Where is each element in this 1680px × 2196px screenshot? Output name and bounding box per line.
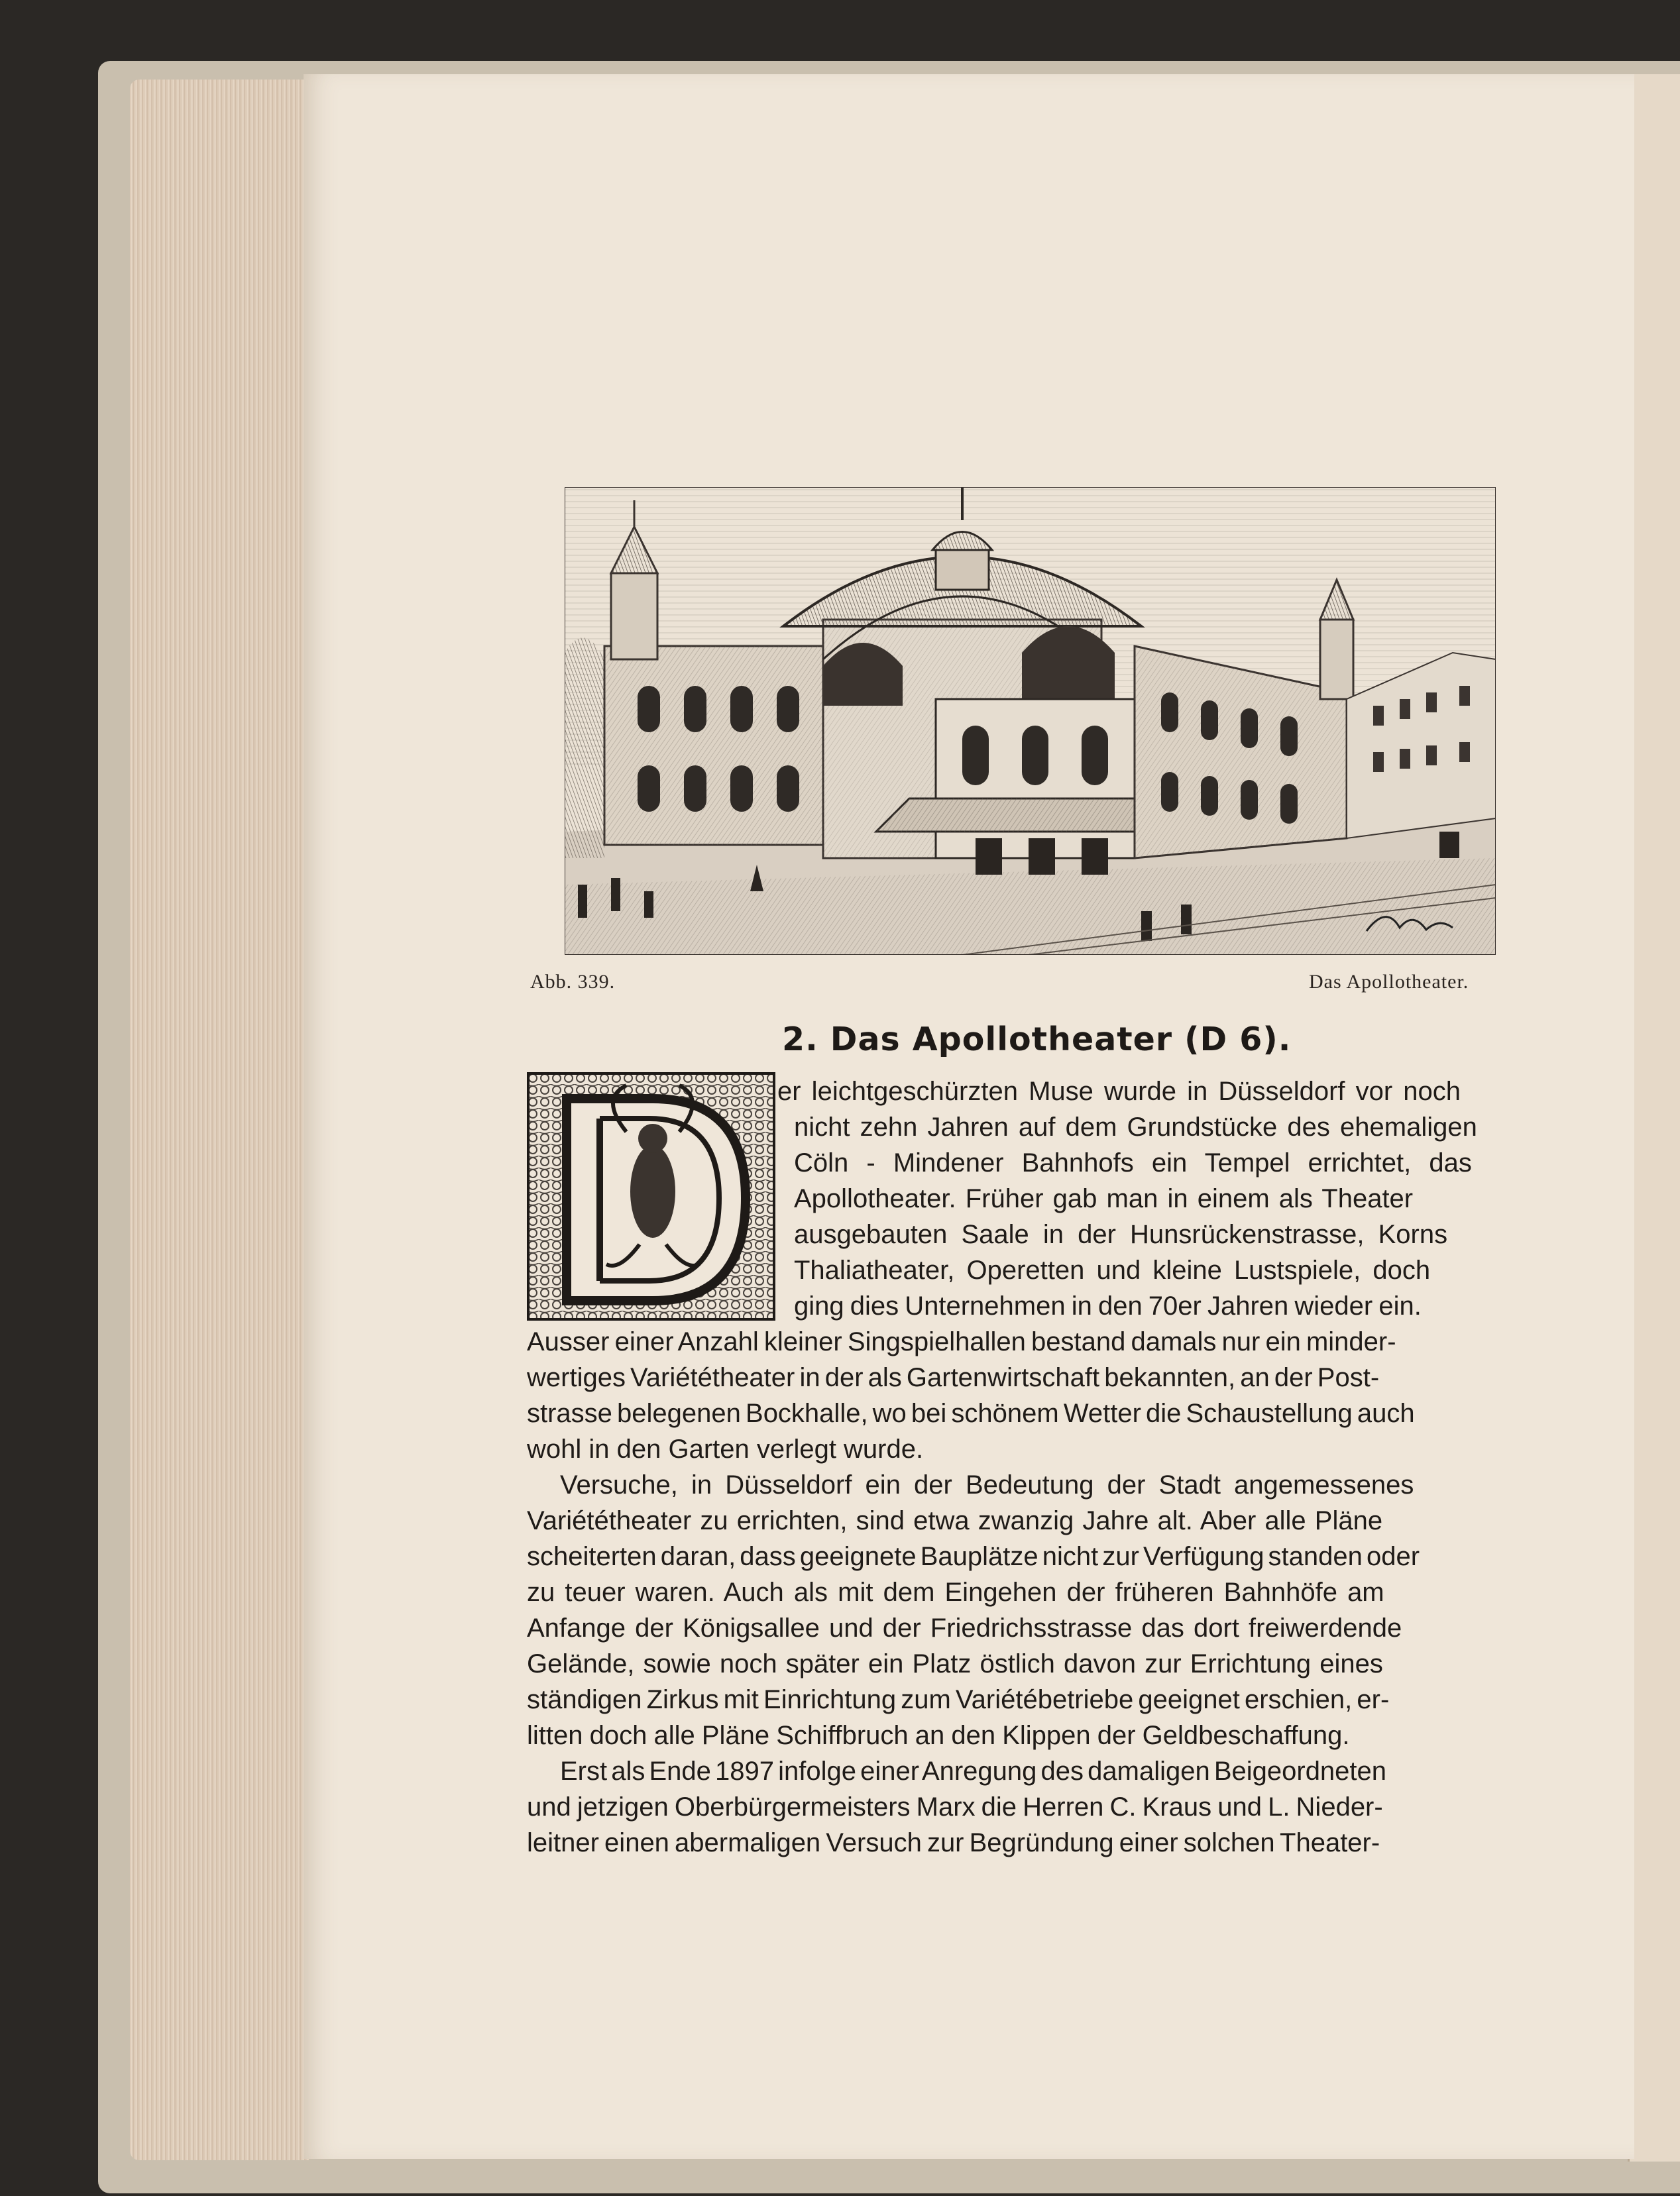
page-edges xyxy=(130,80,309,2160)
text-line: wertiges Variététheater in der als Gartenwirtschaft bekannten, an der Post- xyxy=(527,1363,1380,1392)
figure-caption: Das Apollotheater. xyxy=(1309,971,1469,993)
figure-number: Abb. 339. xyxy=(530,971,616,993)
text-line: Cöln - Mindener Bahnhofs ein Tempel errichtet, das xyxy=(794,1148,1472,1178)
text-line: Variététheater zu errichten, sind etwa zwanzig Jahre alt. Aber alle Pläne xyxy=(527,1506,1383,1535)
text-line: strasse belegenen Bockhalle, wo bei schönem Wetter die Schaustellung auch xyxy=(527,1399,1415,1428)
text-line: litten doch alle Pläne Schiffbruch an den Klippen der Geldbeschaffung. xyxy=(527,1721,1350,1750)
decorative-initial-d xyxy=(527,1072,775,1321)
apollotheater-illustration xyxy=(565,487,1496,955)
text-line: scheiterten daran, dass geeignete Bauplätze nicht zur Verfügung standen oder xyxy=(527,1542,1420,1571)
text-line: und jetzigen Oberbürgermeisters Marx die Herren C. Kraus und L. Nieder- xyxy=(527,1792,1383,1822)
right-page-strip xyxy=(1628,74,1680,2162)
text-line: Anfange der Königsallee und der Friedrichsstrasse das dort freiwerdende xyxy=(527,1614,1402,1643)
text-line: Apollotheater. Früher gab man in einem als Theater xyxy=(794,1184,1414,1213)
text-line: Erst als Ende 1897 infolge einer Anregung des damaligen Beigeordneten xyxy=(560,1757,1387,1786)
text-line: nicht zehn Jahren auf dem Grundstücke des ehemaligen xyxy=(794,1113,1477,1142)
section-heading: 2. Das Apollotheater (D 6). xyxy=(782,1020,1292,1058)
text-line: leitner einen abermaligen Versuch zur Begründung einer solchen Theater- xyxy=(527,1828,1380,1857)
text-line: ausgebauten Saale in der Hunsrückenstrasse, Korns xyxy=(794,1220,1448,1249)
text-line: Gelände, sowie noch später ein Platz östlich davon zur Errichtung eines xyxy=(527,1649,1383,1678)
text-line: Thaliatheater, Operetten und kleine Lustspiele, doch xyxy=(794,1256,1431,1285)
text-line: zu teuer waren. Auch als mit dem Eingehen der früheren Bahnhöfe am xyxy=(527,1578,1384,1607)
text-line: ständigen Zirkus mit Einrichtung zum Variétébetriebe geeignet erschien, er- xyxy=(527,1685,1390,1714)
text-line: wohl in den Garten verlegt wurde. xyxy=(527,1435,924,1464)
text-line: Ausser einer Anzahl kleiner Singspielhallen bestand damals nur ein minder- xyxy=(527,1327,1396,1356)
text-line: Versuche, in Düsseldorf ein der Bedeutung der Stadt angemessenes xyxy=(560,1470,1414,1500)
text-line: ging dies Unternehmen in den 70er Jahren wieder ein. xyxy=(794,1291,1422,1321)
text-line: er leichtgeschürzten Muse wurde in Düsseldorf vor noch xyxy=(777,1077,1461,1106)
